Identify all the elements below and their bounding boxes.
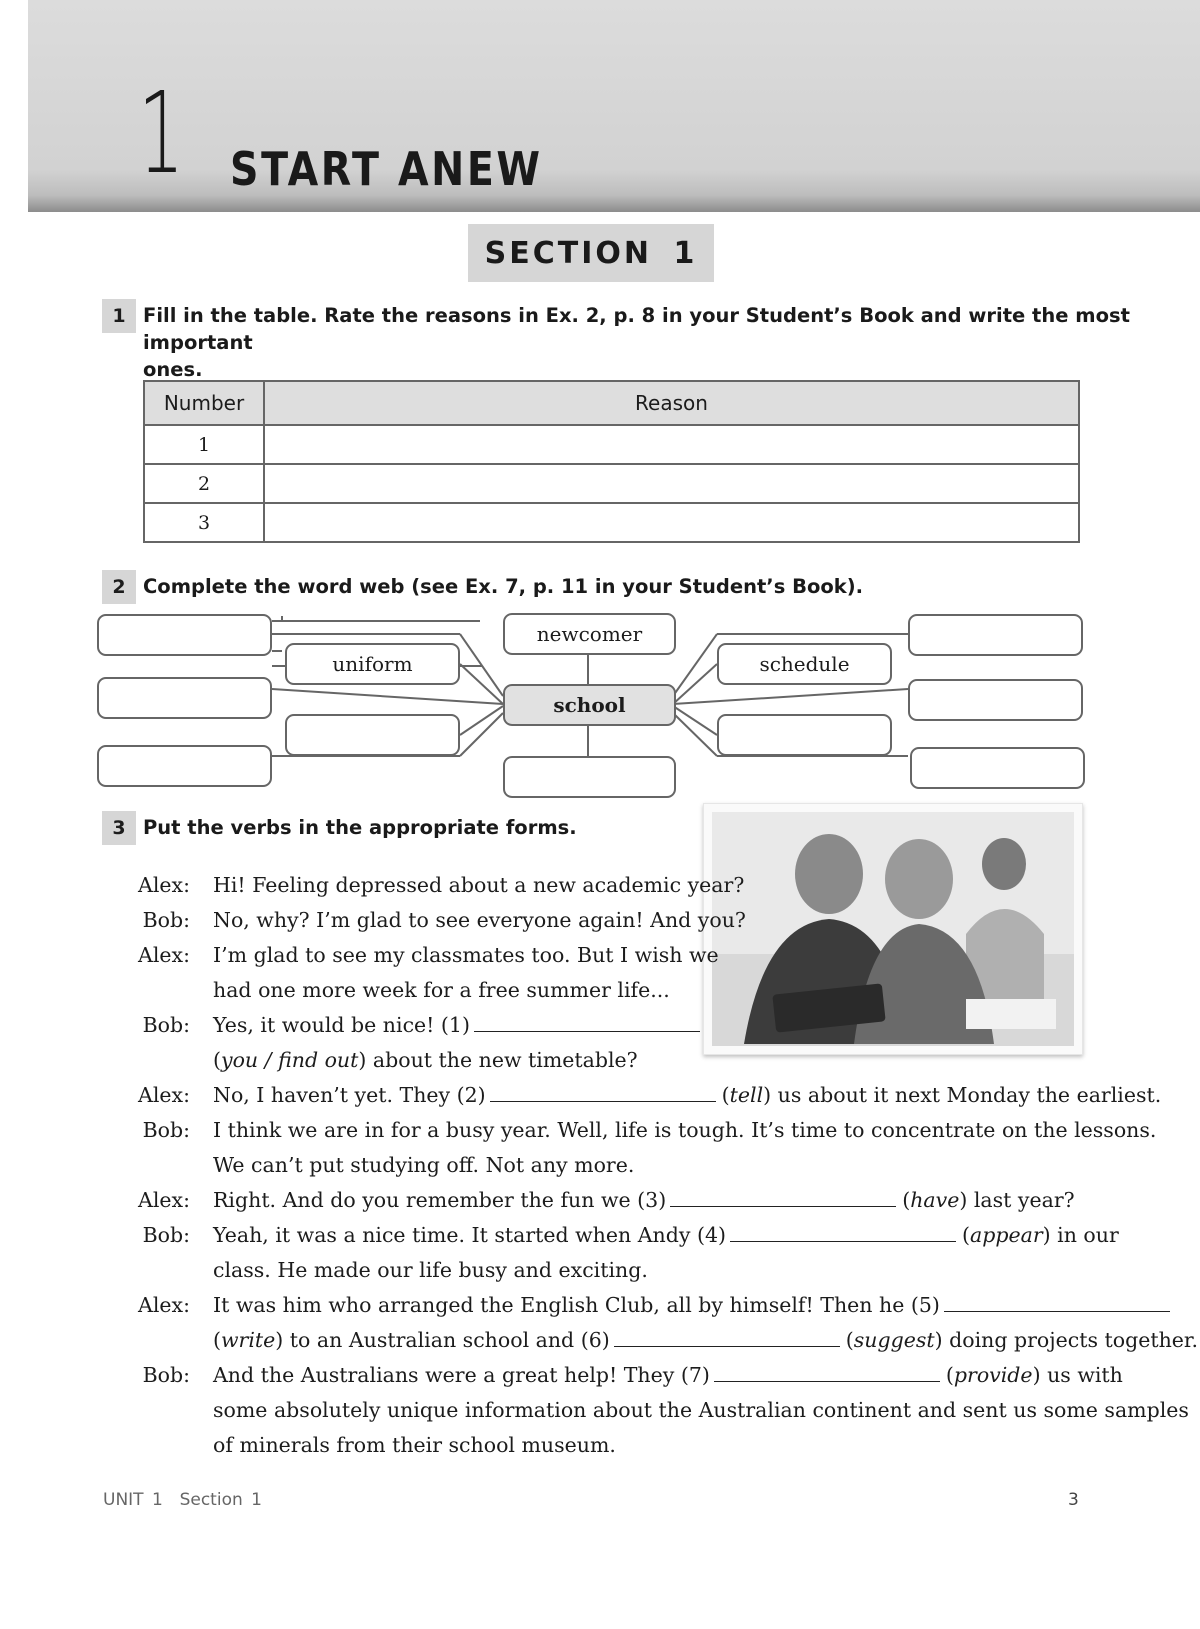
bracket: ( bbox=[213, 1048, 221, 1072]
dialogue-line bbox=[0, 903, 1200, 938]
line-text: We can’t put studying off. Not any more. bbox=[213, 1153, 635, 1177]
line-text: Hi! Feeling depressed about a new academic year? bbox=[213, 873, 745, 897]
row-number: 3 bbox=[144, 503, 264, 542]
answer-blank-6[interactable] bbox=[614, 1324, 840, 1347]
column-header-number: Number bbox=[144, 381, 264, 425]
page-number: 3 bbox=[1068, 1490, 1079, 1510]
speaker: Bob: bbox=[142, 1118, 190, 1142]
verb-hint: write bbox=[221, 1328, 276, 1352]
word-web-node-uniform: uniform bbox=[285, 643, 460, 685]
word-web-node-newcomer: newcomer bbox=[503, 613, 676, 655]
speaker: Bob: bbox=[142, 1013, 190, 1037]
exercise-2-instruction: Complete the word web (see Ex. 7, p. 11 in your Student’s Book). bbox=[143, 575, 864, 598]
word-web-blank-right-3[interactable] bbox=[910, 747, 1085, 789]
line-text-group bbox=[213, 1183, 1075, 1218]
line-text: had one more week for a free summer life... bbox=[213, 978, 670, 1002]
answer-blank-2[interactable] bbox=[490, 1079, 716, 1102]
reasons-table bbox=[143, 380, 1080, 543]
line-text: ) in our bbox=[1042, 1223, 1119, 1247]
exercise-1-instruction-line1: Fill in the table. Rate the reasons in Ex. 2, p. 8 in your Student’s Book and write the most important bbox=[143, 304, 1130, 354]
speaker: Alex: bbox=[138, 873, 190, 897]
word-web-blank-right-1[interactable] bbox=[908, 614, 1083, 656]
line-text: I’m glad to see my classmates too. But I wish we bbox=[213, 943, 719, 967]
dialogue-line bbox=[0, 868, 1200, 903]
verb-hint: provide bbox=[953, 1363, 1033, 1387]
line-text: No, why? I’m glad to see everyone again! And you? bbox=[213, 908, 746, 932]
section-title: SECTION 1 bbox=[468, 224, 714, 282]
speaker: Alex: bbox=[138, 943, 190, 967]
bracket: ( bbox=[213, 1328, 221, 1352]
exercise-1-number: 1 bbox=[102, 299, 136, 333]
verb-hint: appear bbox=[970, 1223, 1043, 1247]
line-text: ) last year? bbox=[959, 1188, 1075, 1212]
dialogue-line bbox=[0, 973, 1200, 1008]
line-text: some absolutely unique information about the Australian continent and sent us some samples bbox=[213, 1398, 1189, 1422]
speaker: Alex: bbox=[138, 1083, 190, 1107]
footer-unit-section: UNIT 1 Section 1 bbox=[103, 1490, 262, 1510]
verb-hint: tell bbox=[729, 1083, 764, 1107]
verb-hint: have bbox=[910, 1188, 960, 1212]
line-text: of minerals from their school museum. bbox=[213, 1433, 616, 1457]
word-web-blank-right-2[interactable] bbox=[908, 679, 1083, 721]
bracket: ( bbox=[845, 1328, 854, 1352]
chapter-header-band bbox=[28, 0, 1200, 212]
dialogue-line bbox=[0, 1218, 1200, 1253]
exercise-1-instruction bbox=[143, 302, 1200, 383]
dialogue-line bbox=[0, 1148, 1200, 1183]
line-text: It was him who arranged the English Club, all by himself! Then he (5) bbox=[213, 1293, 940, 1317]
answer-blank-1[interactable] bbox=[474, 1009, 700, 1032]
word-web bbox=[0, 606, 1200, 806]
answer-blank-3[interactable] bbox=[670, 1184, 896, 1207]
bracket: ( bbox=[902, 1188, 911, 1212]
connector-left-mid bbox=[460, 664, 503, 704]
speaker: Alex: bbox=[138, 1293, 190, 1317]
connector-right-diag1 bbox=[673, 634, 717, 696]
line-text: ) us about it next Monday the earliest. bbox=[763, 1083, 1162, 1107]
exercise-1-instruction-line2: ones. bbox=[143, 358, 203, 381]
reason-cell[interactable] bbox=[264, 425, 1079, 464]
bracket: ( bbox=[721, 1083, 730, 1107]
dialogue-line bbox=[0, 1393, 1200, 1428]
answer-blank-7[interactable] bbox=[714, 1359, 940, 1382]
line-text: And the Australians were a great help! They (7) bbox=[213, 1363, 710, 1387]
line-text: I think we are in for a busy year. Well, life is tough. It’s time to concentrate on the lessons. bbox=[213, 1118, 1157, 1142]
table-row bbox=[144, 425, 1079, 464]
dialogue-line bbox=[0, 1008, 1200, 1043]
dialogue-line bbox=[0, 1428, 1200, 1463]
word-web-center-school: school bbox=[503, 684, 676, 726]
verb-hint: suggest bbox=[853, 1328, 935, 1352]
row-number: 1 bbox=[144, 425, 264, 464]
word-web-blank-right-inner[interactable] bbox=[717, 714, 892, 756]
reason-cell[interactable] bbox=[264, 503, 1079, 542]
dialogue-line bbox=[0, 1043, 1200, 1078]
dialogue-line bbox=[0, 1288, 1200, 1323]
line-text: ) to an Australian school and (6) bbox=[275, 1328, 610, 1352]
dialogue-line bbox=[0, 1113, 1200, 1148]
line-text: Yes, it would be nice! (1) bbox=[213, 1013, 470, 1037]
reason-cell[interactable] bbox=[264, 464, 1079, 503]
word-web-blank-left-1[interactable] bbox=[97, 614, 272, 656]
connector-right-box2 bbox=[673, 689, 908, 704]
speaker: Alex: bbox=[138, 1188, 190, 1212]
dialogue-line bbox=[0, 1323, 1200, 1358]
exercise-3-number: 3 bbox=[102, 811, 136, 845]
exercise-3-instruction: Put the verbs in the appropriate forms. bbox=[143, 816, 577, 839]
line-text-group bbox=[213, 1358, 1123, 1393]
line-text-group bbox=[213, 1043, 638, 1078]
line-text-group bbox=[213, 1323, 1198, 1358]
unit-number: 1 bbox=[138, 69, 185, 199]
answer-blank-4[interactable] bbox=[730, 1219, 956, 1242]
column-header-reason: Reason bbox=[264, 381, 1079, 425]
row-number: 2 bbox=[144, 464, 264, 503]
answer-blank-5[interactable] bbox=[944, 1289, 1170, 1312]
line-text-group bbox=[213, 1078, 1161, 1113]
dialogue-line bbox=[0, 1358, 1200, 1393]
speaker: Bob: bbox=[142, 1223, 190, 1247]
line-text-group bbox=[213, 1218, 1119, 1253]
word-web-blank-left-inner[interactable] bbox=[285, 714, 460, 756]
line-text: class. He made our life busy and exciting. bbox=[213, 1258, 648, 1282]
verb-hint: you / find out bbox=[221, 1048, 359, 1072]
dialogue-line bbox=[0, 1078, 1200, 1113]
dialogue-line bbox=[0, 938, 1200, 973]
speaker: Bob: bbox=[142, 908, 190, 932]
word-web-blank-bottom[interactable] bbox=[503, 756, 676, 798]
line-text: ) about the new timetable? bbox=[358, 1048, 638, 1072]
line-text: Right. And do you remember the fun we (3) bbox=[213, 1188, 667, 1212]
line-text-group bbox=[213, 1008, 706, 1043]
bracket: ( bbox=[945, 1363, 954, 1387]
word-web-node-schedule: schedule bbox=[717, 643, 892, 685]
speaker: Bob: bbox=[142, 1363, 190, 1387]
dialogue-line bbox=[0, 1253, 1200, 1288]
word-web-blank-left-3[interactable] bbox=[97, 745, 272, 787]
exercise-2-number: 2 bbox=[102, 570, 136, 604]
line-text: Yeah, it was a nice time. It started when Andy (4) bbox=[213, 1223, 726, 1247]
connector-left-hook bbox=[272, 616, 282, 621]
table-row bbox=[144, 464, 1079, 503]
unit-title: START ANEW bbox=[230, 142, 543, 196]
line-text-group bbox=[213, 1288, 1176, 1323]
dialogue-line bbox=[0, 1183, 1200, 1218]
line-text: No, I haven’t yet. They (2) bbox=[213, 1083, 486, 1107]
word-web-blank-left-2[interactable] bbox=[97, 677, 272, 719]
bracket: ( bbox=[962, 1223, 970, 1247]
line-text: ) doing projects together. bbox=[934, 1328, 1198, 1352]
connector-left-box2 bbox=[272, 689, 503, 704]
line-text: ) us with bbox=[1032, 1363, 1123, 1387]
connector-right-mid bbox=[673, 664, 717, 704]
table-row bbox=[144, 503, 1079, 542]
